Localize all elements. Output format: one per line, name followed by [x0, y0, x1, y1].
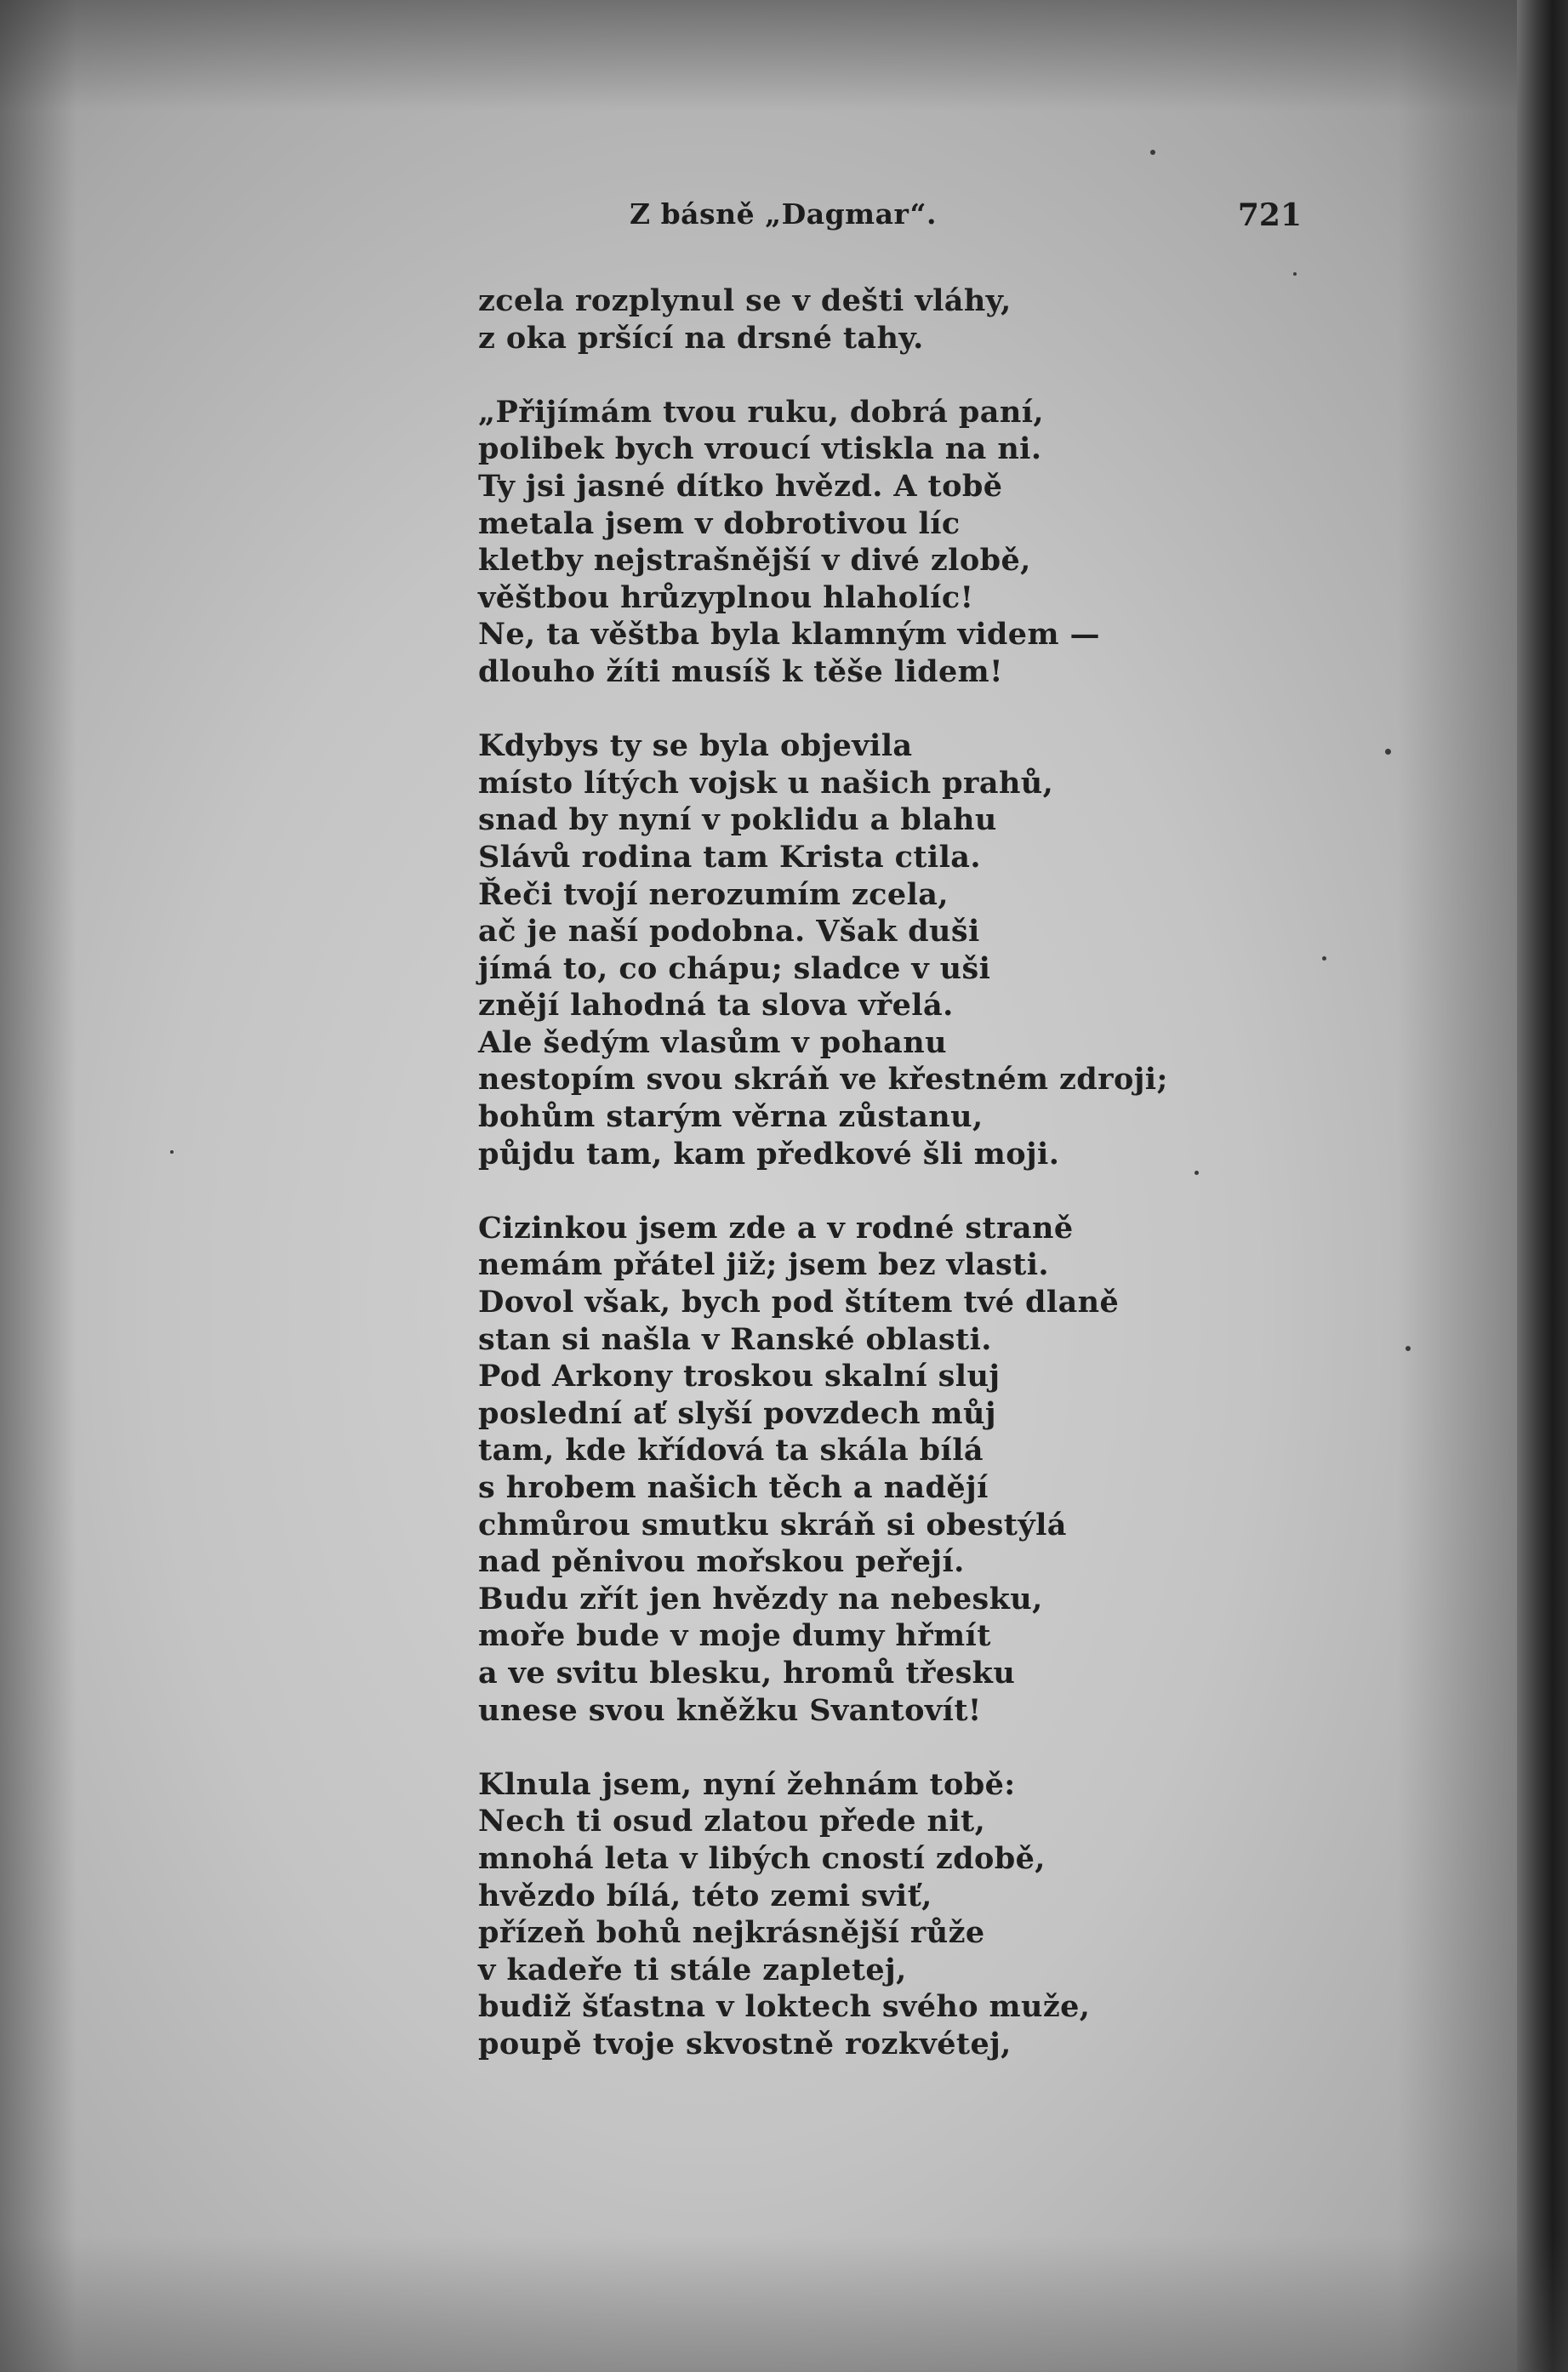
verse-line: poupě tvoje skvostně rozkvétej, [478, 2026, 1012, 2061]
verse-line: znějí lahodná ta slova vřelá. [478, 988, 954, 1023]
verse-line: tam, kde křídová ta skála bílá [478, 1433, 984, 1468]
verse-line: Nech ti osud zlatou přede nit, [478, 1804, 986, 1839]
verse-line: metala jsem v dobrotivou líc [478, 505, 961, 541]
stanza-1 [478, 282, 1499, 356]
verse-line: Cizinkou jsem zde a v rodné straně [478, 1210, 1074, 1246]
verse-line: budiž šťastna v loktech svého muže, [478, 1989, 1091, 2025]
verse-line: Ne, ta věštba byla klamným videm — [478, 617, 1100, 653]
verse-line: jímá to, co chápu; sladce v uši [478, 950, 991, 986]
stanza-4 [478, 1210, 1499, 1729]
left-edge-shadow [0, 0, 77, 2372]
verse-line: nestopím svou skráň ve křestném zdroji; [478, 1062, 1168, 1098]
scan-speck [1293, 272, 1297, 276]
verse-line: ač je naší podobna. Však duši [478, 914, 980, 949]
verse-line: přízeň bohů nejkrásnější růže [478, 1915, 985, 1951]
verse-line: s hrobem našich těch a nadějí [478, 1470, 989, 1505]
verse-line: místo lítých vojsk u našich prahů, [478, 765, 1054, 801]
verse-line: Řeči tvojí nerozumím zcela, [478, 876, 949, 912]
stanza-2 [478, 394, 1499, 691]
scan-speck [1150, 150, 1155, 155]
verse-line: kletby nejstrašnější v divé zlobě, [478, 543, 1031, 579]
page-number: 721 [1237, 197, 1302, 233]
verse-line: nemám přátel již; jsem bez vlasti. [478, 1247, 1050, 1283]
book-binding [1517, 0, 1568, 2372]
verse-line: Budu zřít jen hvězdy na nebesku, [478, 1581, 1043, 1616]
stanza-3 [478, 727, 1499, 1172]
verse-line: snad by nyní v poklidu a blahu [478, 802, 997, 838]
verse-line: mnohá leta v libých cností zdobě, [478, 1840, 1046, 1876]
stanza-5 [478, 1766, 1499, 2063]
verse-line: Ale šedým vlasům v pohanu [478, 1024, 947, 1060]
verse-line: hvězdo bílá, této zemi sviť, [478, 1878, 932, 1913]
verse-line: poslední ať slyší povzdech můj [478, 1395, 996, 1431]
verse-line: zcela rozplynul se v dešti vláhy, [478, 283, 1012, 318]
verse-line: Kdybys ty se byla objevila [478, 728, 913, 764]
verse-line: dlouho žíti musíš k těše lidem! [478, 653, 1003, 689]
verse-line: Pod Arkony troskou skalní sluj [478, 1359, 1001, 1394]
verse-line: „Přijímám tvou ruku, dobrá paní, [478, 394, 1044, 430]
scan-speck [170, 1150, 174, 1154]
verse-line: nad pěnivou mořskou peřejí. [478, 1544, 965, 1580]
top-shadow [0, 0, 1568, 111]
verse-line: Klnula jsem, nyní žehnám tobě: [478, 1766, 1016, 1802]
verse-line: Slávů rodina tam Krista ctila. [478, 839, 981, 875]
verse-line: a ve svitu blesku, hromů třesku [478, 1655, 1016, 1691]
verse-line: z oka pršící na drsné tahy. [478, 320, 924, 356]
verse-line: Ty jsi jasné dítko hvězd. A tobě [478, 468, 1003, 504]
verse-line: stan si našla v Ranské oblasti. [478, 1321, 992, 1357]
verse-line: polibek bych vroucí vtiskla na ni. [478, 431, 1042, 467]
bottom-shadow [0, 2236, 1568, 2372]
verse-line: moře bude v moje dumy hřmít [478, 1618, 991, 1654]
poem-text [478, 282, 1499, 2100]
verse-line: unese svou kněžku Svantovít! [478, 1692, 982, 1728]
verse-line: v kadeře ti stále zapletej, [478, 1952, 907, 1987]
verse-line: chmůrou smutku skráň si obestýlá [478, 1507, 1067, 1542]
running-title: Z básně „Dagmar“. [630, 197, 938, 231]
verse-line: bohům starým věrna zůstanu, [478, 1099, 984, 1135]
verse-line: půjdu tam, kam předkové šli moji. [478, 1136, 1060, 1172]
verse-line: Dovol však, bych pod štítem tvé dlaně [478, 1285, 1120, 1320]
verse-line: věštbou hrůzyplnou hlaholíc! [478, 579, 974, 615]
page-header [476, 197, 1310, 240]
